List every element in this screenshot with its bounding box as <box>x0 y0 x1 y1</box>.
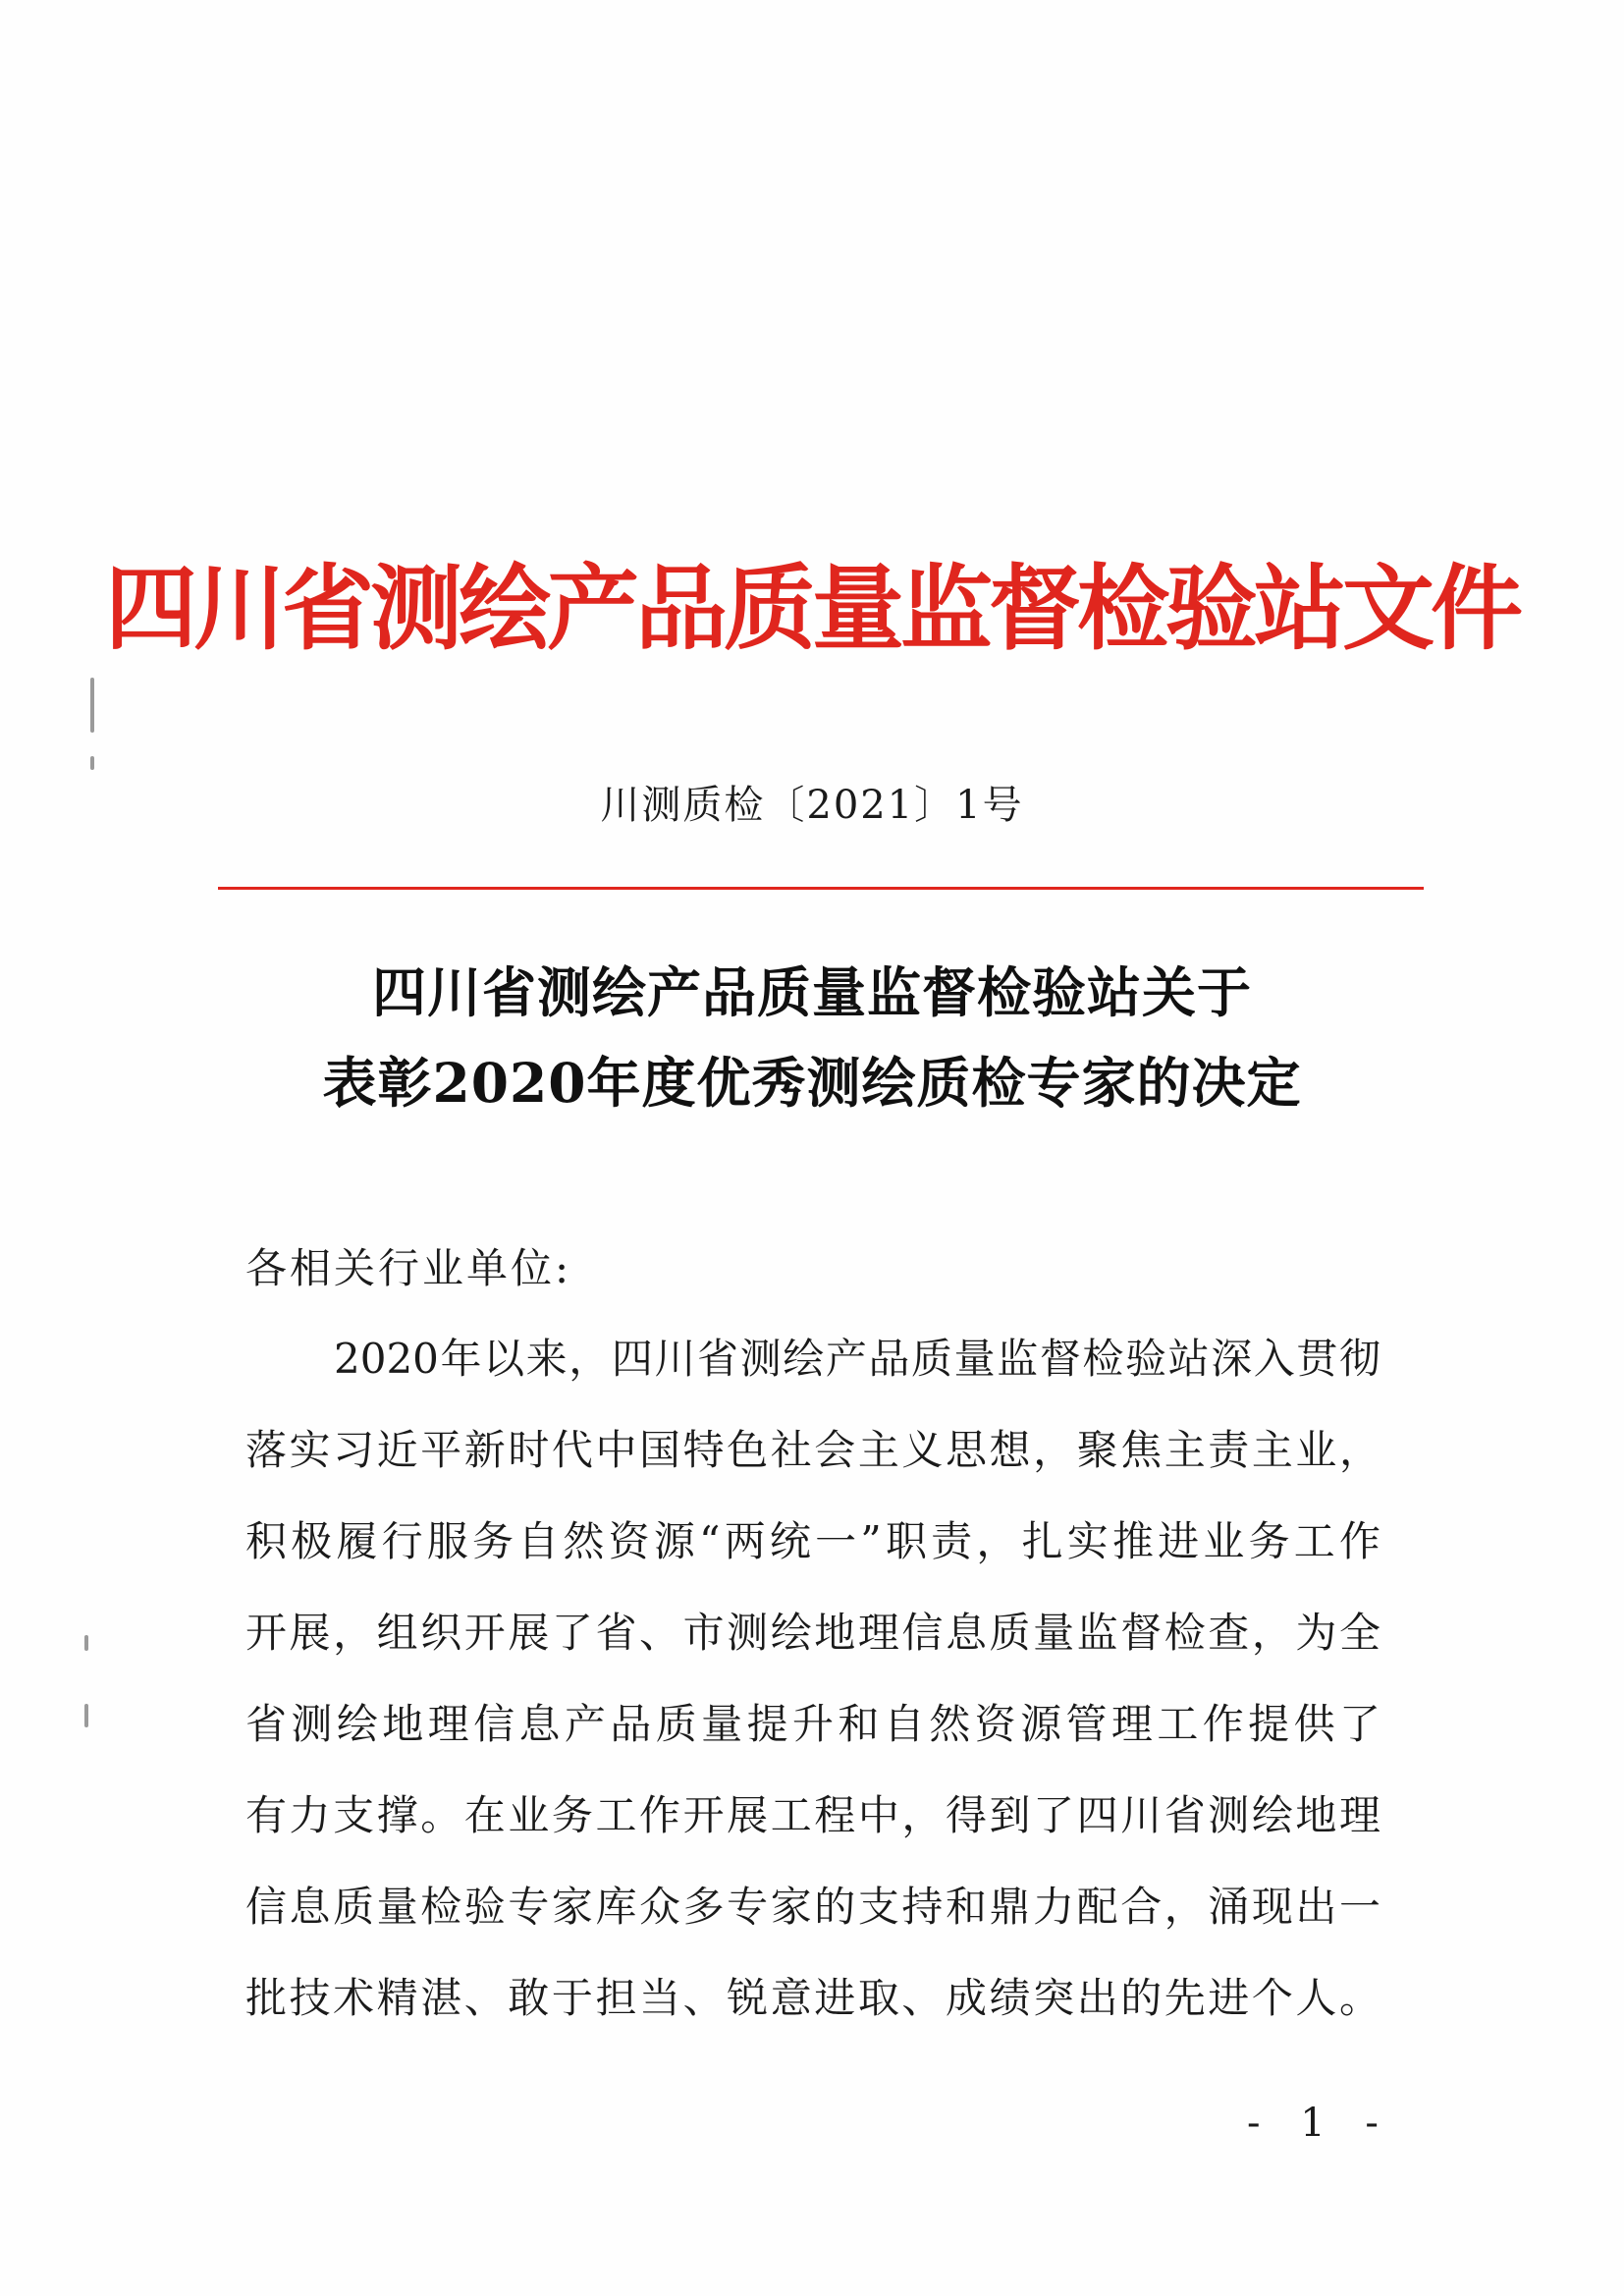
red-divider-line <box>218 887 1424 890</box>
body-line: 开展，组织开展了省、市测绘地理信息质量监督检查，为全 <box>245 1609 1380 1657</box>
binding-hole-mark <box>84 1635 88 1651</box>
body-line: 落实习近平新时代中国特色社会主义思想，聚焦主责主业， <box>245 1426 1380 1474</box>
body-line: 有力支撑。在业务工作开展工程中，得到了四川省测绘地理 <box>245 1791 1380 1839</box>
binding-hole-mark <box>90 678 94 733</box>
body-paragraph <box>245 1330 1384 2060</box>
body-line: 信息质量检验专家库众多专家的支持和鼎力配合，涌现出一 <box>245 1883 1380 1931</box>
page-number: - 1 - <box>1247 2101 1392 2146</box>
decision-title-line: 四川省测绘产品质量监督检验站关于 <box>371 960 1252 1024</box>
salutation: 各相关行业单位: <box>245 1244 572 1292</box>
document-number: 川测质检〔2021〕1号 <box>600 783 1024 828</box>
body-line: 省测绘地理信息产品质量提升和自然资源管理工作提供了 <box>245 1700 1380 1748</box>
decision-title <box>0 948 1624 1128</box>
binding-hole-mark <box>90 756 94 770</box>
show-through-text <box>245 241 1196 300</box>
body-line: 2020年以来，四川省测绘产品质量监督检验站深入贯彻 <box>334 1335 1380 1383</box>
decision-title-line: 表彰2020年度优秀测绘质检专家的决定 <box>322 1051 1302 1115</box>
binding-hole-mark <box>84 1704 88 1727</box>
body-line: 批技术精湛、敢于担当、锐意进取、成绩突出的先进个人。 <box>245 1974 1380 2022</box>
issuer-header: 四川省测绘产品质量监督检验站文件 <box>104 555 1519 663</box>
body-line: 积极履行服务自然资源“两统一”职责，扎实推进业务工作 <box>245 1517 1380 1565</box>
